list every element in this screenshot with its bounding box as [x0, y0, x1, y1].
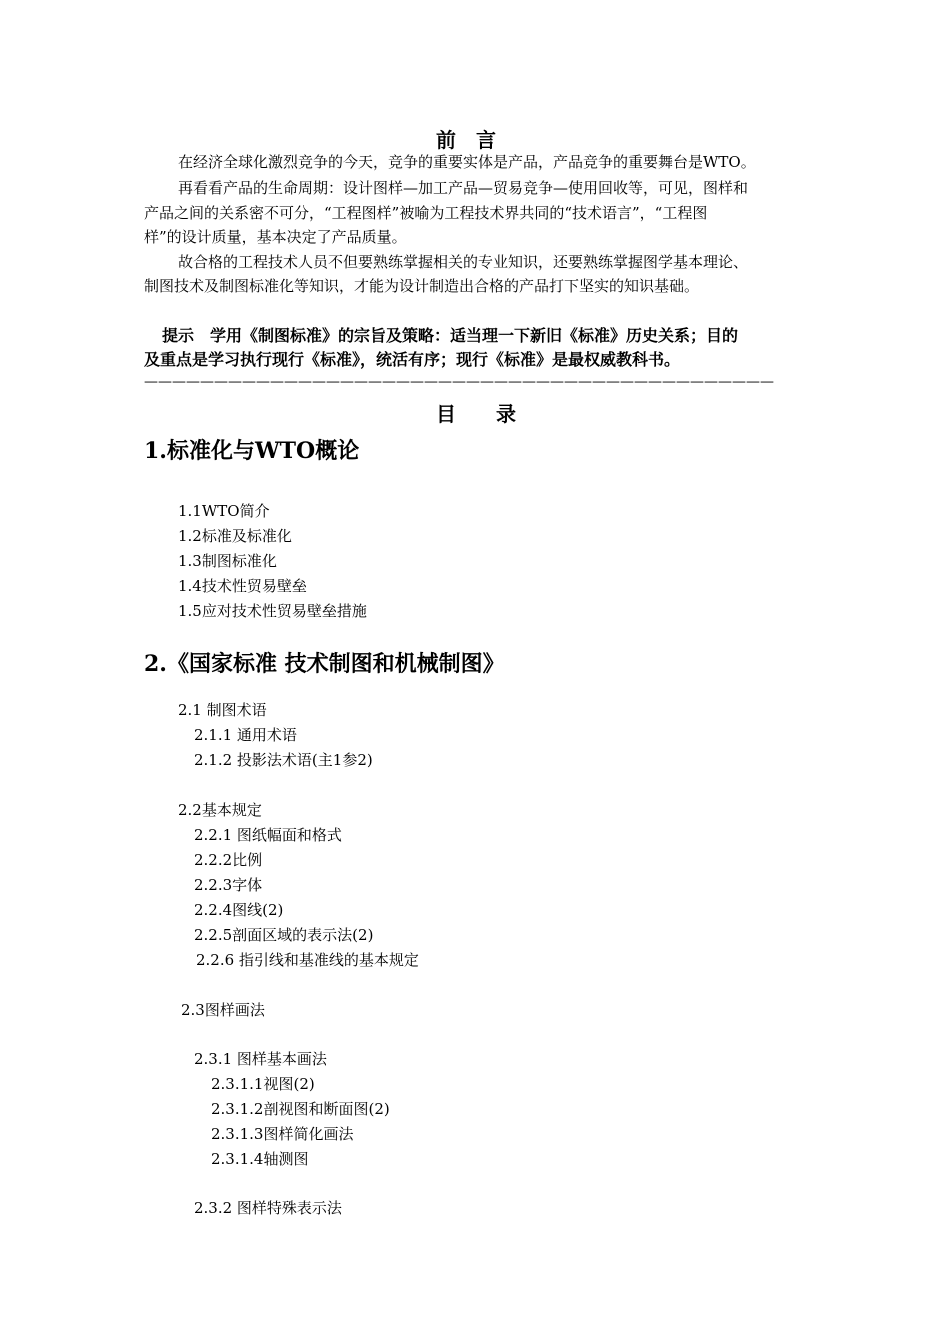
toc-entry: 2.2.5剖面区域的表示法(2): [194, 926, 374, 944]
toc-entry: 2.1 制图术语: [178, 701, 267, 719]
preface-paragraph-line: 在经济全球化激烈竞争的今天，竞争的重要实体是产品，产品竞争的重要舞台是WTO。: [178, 153, 756, 171]
section-heading: 1.标准化与WTO概论: [144, 438, 360, 464]
toc-title: 目 录: [436, 402, 516, 426]
toc-entry: 2.1.1 通用术语: [194, 726, 297, 744]
toc-entry: 2.2基本规定: [178, 801, 262, 819]
toc-entry: 1.1WTO简介: [178, 502, 270, 520]
tip-line: 及重点是学习执行现行《标准》，统活有序；现行《标准》是最权威教科书。: [144, 350, 681, 369]
toc-entry: 1.4技术性贸易壁垒: [178, 577, 307, 595]
toc-entry: 2.3.1.1视图(2): [211, 1075, 315, 1093]
toc-entry: 1.5应对技术性贸易壁垒措施: [178, 602, 367, 620]
divider-line: —————————————————————————————————————————————: [144, 374, 774, 390]
toc-entry: 2.3.1.4轴测图: [211, 1150, 309, 1168]
section-heading: 2.《国家标准 技术制图和机械制图》: [144, 651, 505, 677]
toc-entry: 2.2.4图线(2): [194, 901, 284, 919]
preface-title: 前 言: [436, 128, 496, 152]
toc-entry: 2.2.6 指引线和基准线的基本规定: [196, 951, 419, 969]
preface-paragraph-line: 制图技术及制图标准化等知识，才能为设计制造出合格的产品打下坚实的知识基础。: [144, 277, 700, 295]
preface-paragraph-line: 产品之间的关系密不可分，“工程图样”被喻为工程技术界共同的“技术语言”，“工程图: [144, 204, 708, 222]
toc-entry: 1.3制图标准化: [178, 552, 277, 570]
toc-entry: 2.3.1.3图样简化画法: [211, 1125, 354, 1143]
toc-entry: 2.3.2 图样特殊表示法: [194, 1199, 342, 1217]
toc-entry: 2.3.1.2剖视图和断面图(2): [211, 1100, 390, 1118]
toc-entry: 2.1.2 投影法术语(主1参2): [194, 751, 373, 769]
toc-entry: 2.2.1 图纸幅面和格式: [194, 826, 342, 844]
preface-paragraph-line: 样”的设计质量，基本决定了产品质量。: [144, 228, 407, 246]
toc-entry: 1.2标准及标准化: [178, 527, 292, 545]
toc-entry: 2.3图样画法: [181, 1001, 265, 1019]
preface-paragraph-line: 故合格的工程技术人员不但要熟练掌握相关的专业知识，还要熟练掌握图学基本理论、: [178, 253, 749, 271]
toc-entry: 2.2.3字体: [194, 876, 263, 894]
toc-entry: 2.2.2比例: [194, 851, 263, 869]
toc-entry: 2.3.1 图样基本画法: [194, 1050, 327, 1068]
preface-paragraph-line: 再看看产品的生命周期：设计图样—加工产品—贸易竞争—使用回收等，可见，图样和: [178, 179, 749, 197]
tip-line: 提示 学用《制图标准》的宗旨及策略：适当理一下新旧《标准》历史关系；目的: [162, 326, 739, 345]
